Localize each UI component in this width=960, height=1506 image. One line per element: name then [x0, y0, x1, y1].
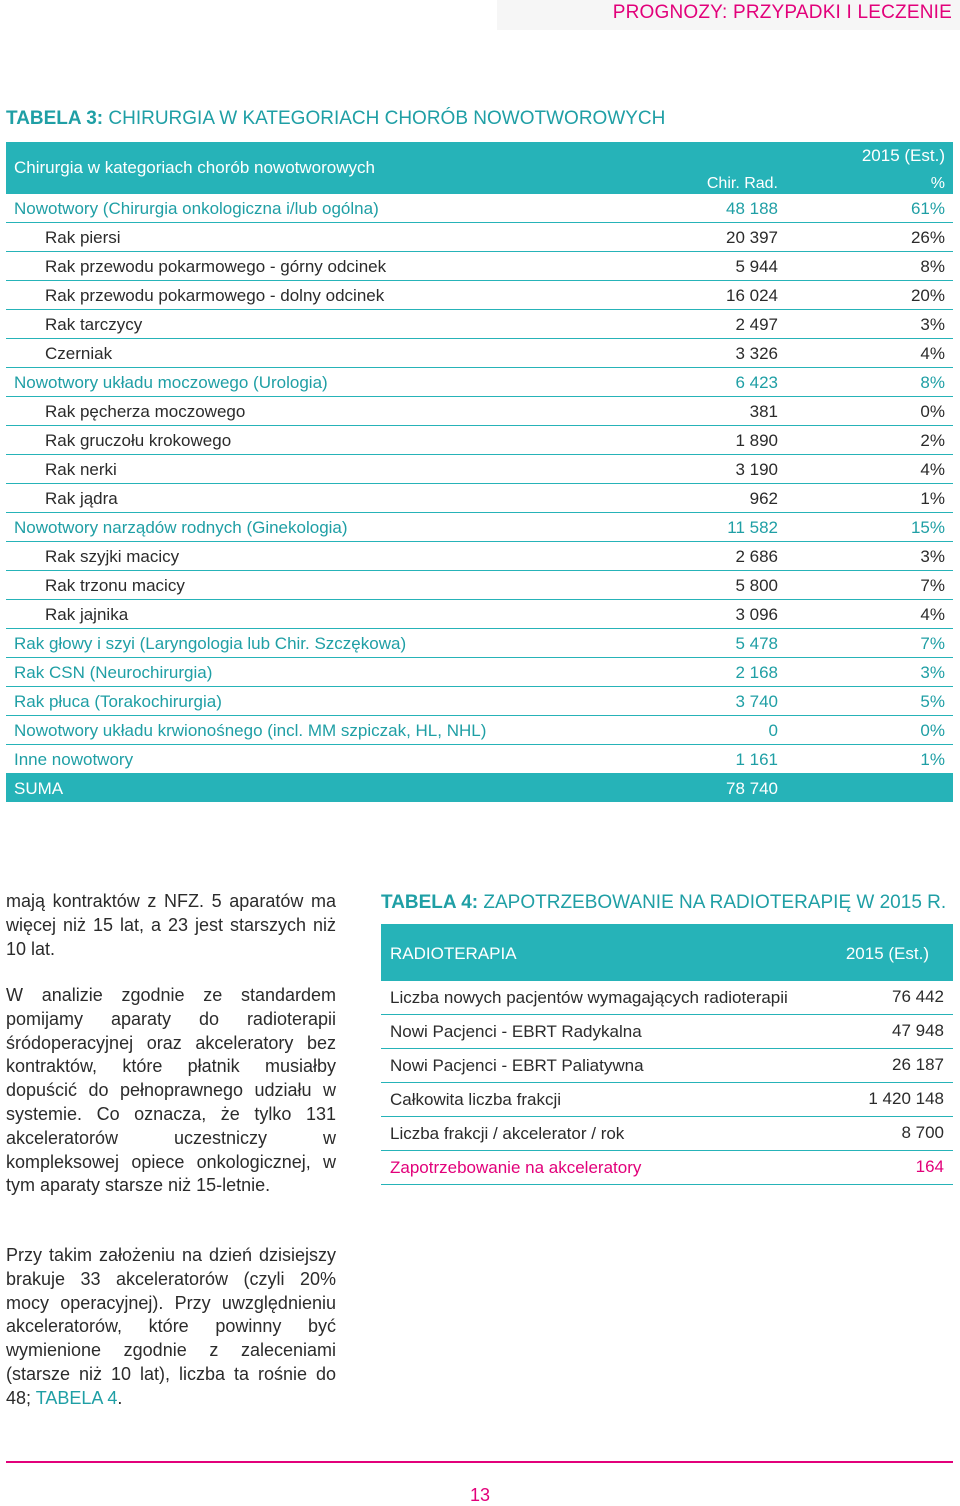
radiotherapy-table-header [381, 924, 953, 981]
row-pct: 1% [920, 750, 945, 769]
row-label: Rak szyjki macicy [45, 547, 180, 566]
footer-divider [6, 1461, 953, 1463]
table3-title [6, 108, 665, 130]
row-value: 26 187 [892, 1055, 944, 1074]
table-row [6, 629, 953, 658]
row-label: Rak jajnika [45, 605, 129, 624]
row-pct: 0% [920, 402, 945, 421]
table-row [6, 397, 953, 426]
surgery-table [6, 142, 953, 802]
table-row [381, 981, 953, 1015]
table-row [6, 194, 953, 223]
row-label: Liczba frakcji / akcelerator / rok [390, 1124, 625, 1143]
table3-header-label: Chirurgia w kategoriach chorób nowotworowych [14, 158, 375, 177]
row-value: 1 161 [735, 750, 778, 769]
radiotherapy-table [381, 924, 953, 1185]
row-pct: 3% [920, 663, 945, 682]
paragraph-shortage-text: Przy takim założeniu na dzień dzisiejszy brakuje 33 akceleratorów (czyli 20% mocy operacyjnej). Przy uwzględnieniu akceleratorów, które powinny być wymienione zgodnie z zaleceniami (starsze niż 10 lat), liczba ta rośnie do 48; [6, 1245, 336, 1408]
row-pct: 61% [910, 199, 945, 218]
table-row [6, 339, 953, 368]
row-label: Nowi Pacjenci - EBRT Radykalna [390, 1022, 642, 1041]
row-pct: 26% [910, 228, 945, 247]
header-bar [497, 0, 960, 30]
table-row [381, 1117, 953, 1151]
table-row [6, 513, 953, 542]
row-label: Rak głowy i szyi (Laryngologia lub Chir. Szczękowa) [14, 634, 407, 653]
sum-value: 78 740 [726, 779, 778, 798]
row-value: 6 423 [735, 373, 778, 392]
table-row [6, 426, 953, 455]
row-value: 2 168 [735, 663, 778, 682]
row-value: 76 442 [892, 987, 944, 1006]
row-pct: 1% [920, 489, 945, 508]
row-value: 2 686 [735, 547, 778, 566]
sum-row [6, 774, 953, 802]
row-value: 5 800 [735, 576, 778, 595]
row-pct: 4% [920, 344, 945, 363]
table-row [6, 281, 953, 310]
surgery-table-header [6, 142, 953, 194]
row-pct: 2% [920, 431, 945, 450]
table-row [6, 716, 953, 745]
row-value: 11 582 [727, 518, 778, 537]
row-value: 0 [768, 721, 778, 740]
table-row [6, 223, 953, 252]
highlight-row [381, 1151, 953, 1185]
row-pct: 8% [920, 373, 945, 392]
row-label: Nowotwory narządów rodnych (Ginekologia) [14, 518, 348, 537]
table4-reference-link[interactable]: TABELA 4 [35, 1387, 118, 1408]
sum-label: SUMA [14, 779, 64, 798]
row-value: 3 326 [735, 344, 778, 363]
section-title: PROGNOZY: PRZYPADKI I LECZENIE [612, 2, 952, 23]
row-label: Rak pęcherza moczowego [45, 402, 246, 421]
table-row [6, 687, 953, 716]
table4-header-label: RADIOTERAPIA [390, 944, 517, 963]
row-label: Inne nowotwory [14, 750, 134, 769]
paragraph-contracts: mają kontraktów z NFZ. 5 aparatów ma więcej niż 15 lat, a 23 jest starszych niż 10 lat. [6, 891, 336, 959]
paragraph-shortage [6, 1244, 336, 1411]
row-label: Nowotwory układu moczowego (Urologia) [14, 373, 328, 392]
row-value: 5 944 [735, 257, 778, 276]
table-row [6, 455, 953, 484]
table-row [381, 1049, 953, 1083]
table3-title-number: TABELA 3: [6, 108, 104, 129]
table4-title [381, 892, 946, 914]
row-pct: 3% [920, 315, 945, 334]
row-label: Liczba nowych pacjentów wymagających radioterapii [390, 988, 788, 1007]
paragraph-analysis: W analizie zgodnie ze standardem pomijamy aparaty do radioterapii śródoperacyjnej oraz akceleratory bez kontraktów, które płatnik musiałby dopuścić do pełnoprawnego udziału w systemie. Co oznacza, że tylko 131 akceleratorów uczestniczy w kompleksowej opiece onkologicznej, w tym aparaty starsze niż 15-letnie. [6, 985, 336, 1196]
table3-col-pct: % [930, 175, 945, 192]
row-label: Zapotrzebowanie na akceleratory [390, 1158, 642, 1177]
row-label: Rak tarczycy [45, 315, 143, 334]
page-number: 13 [469, 1485, 491, 1505]
table-row [6, 745, 953, 774]
row-value: 2 497 [735, 315, 778, 334]
row-label: Rak piersi [45, 228, 121, 247]
row-label: Rak nerki [45, 460, 117, 479]
row-pct: 8% [920, 257, 945, 276]
table-row [6, 542, 953, 571]
row-pct: 4% [920, 605, 945, 624]
table4-header-year: 2015 (Est.) [845, 944, 929, 963]
paragraph-shortage-end: . [117, 1387, 123, 1408]
row-value: 1 890 [735, 431, 778, 450]
row-label: Rak płuca (Torakochirurgia) [14, 692, 222, 711]
row-pct: 7% [920, 634, 945, 653]
table4-title-number: TABELA 4: [381, 892, 479, 913]
table-row [6, 368, 953, 397]
row-label: Rak przewodu pokarmowego - górny odcinek [45, 257, 387, 276]
table-row [381, 1015, 953, 1049]
table-row [6, 571, 953, 600]
table3-col-count: Chir. Rad. [706, 175, 778, 192]
row-pct: 4% [920, 460, 945, 479]
row-value: 20 397 [726, 228, 778, 247]
row-label: Nowi Pacjenci - EBRT Paliatywna [390, 1056, 644, 1075]
table-row [6, 310, 953, 339]
row-label: Czerniak [45, 344, 113, 363]
row-label: Rak gruczołu krokowego [45, 431, 232, 450]
row-label: Nowotwory (Chirurgia onkologiczna i/lub ogólna) [14, 199, 379, 218]
row-pct: 20% [910, 286, 945, 305]
row-label: Rak jądra [45, 489, 118, 508]
row-value: 3 740 [735, 692, 778, 711]
row-pct: 7% [920, 576, 945, 595]
row-value: 8 700 [901, 1123, 944, 1142]
table-row [6, 484, 953, 513]
row-value: 48 188 [726, 199, 778, 218]
table-row [6, 600, 953, 629]
row-pct: 5% [920, 692, 945, 711]
row-value: 3 096 [735, 605, 778, 624]
row-pct: 15% [910, 518, 945, 537]
row-value: 962 [749, 489, 778, 508]
row-value: 164 [915, 1157, 944, 1176]
table-row [6, 658, 953, 687]
row-label: Całkowita liczba frakcji [390, 1090, 561, 1109]
row-pct: 3% [920, 547, 945, 566]
row-value: 3 190 [735, 460, 778, 479]
table4-title-text: ZAPOTRZEBOWANIE NA RADIOTERAPIĘ W 2015 R. [478, 892, 947, 913]
row-value: 16 024 [726, 286, 778, 305]
row-value: 47 948 [892, 1021, 944, 1040]
row-pct: 0% [920, 721, 945, 740]
table3-title-text: CHIRURGIA W KATEGORIACH CHORÓB NOWOTWOROWYCH [103, 108, 666, 129]
table3-header-year: 2015 (Est.) [861, 146, 945, 165]
row-value: 1 420 148 [868, 1089, 944, 1108]
row-label: Nowotwory układu krwionośnego (incl. MM szpiczak, HL, NHL) [14, 721, 487, 740]
table-row [381, 1083, 953, 1117]
row-label: Rak trzonu macicy [45, 576, 185, 595]
row-label: Rak przewodu pokarmowego - dolny odcinek [45, 286, 385, 305]
row-value: 381 [749, 402, 778, 421]
row-value: 5 478 [735, 634, 778, 653]
row-label: Rak CSN (Neurochirurgia) [14, 663, 213, 682]
table-row [6, 252, 953, 281]
